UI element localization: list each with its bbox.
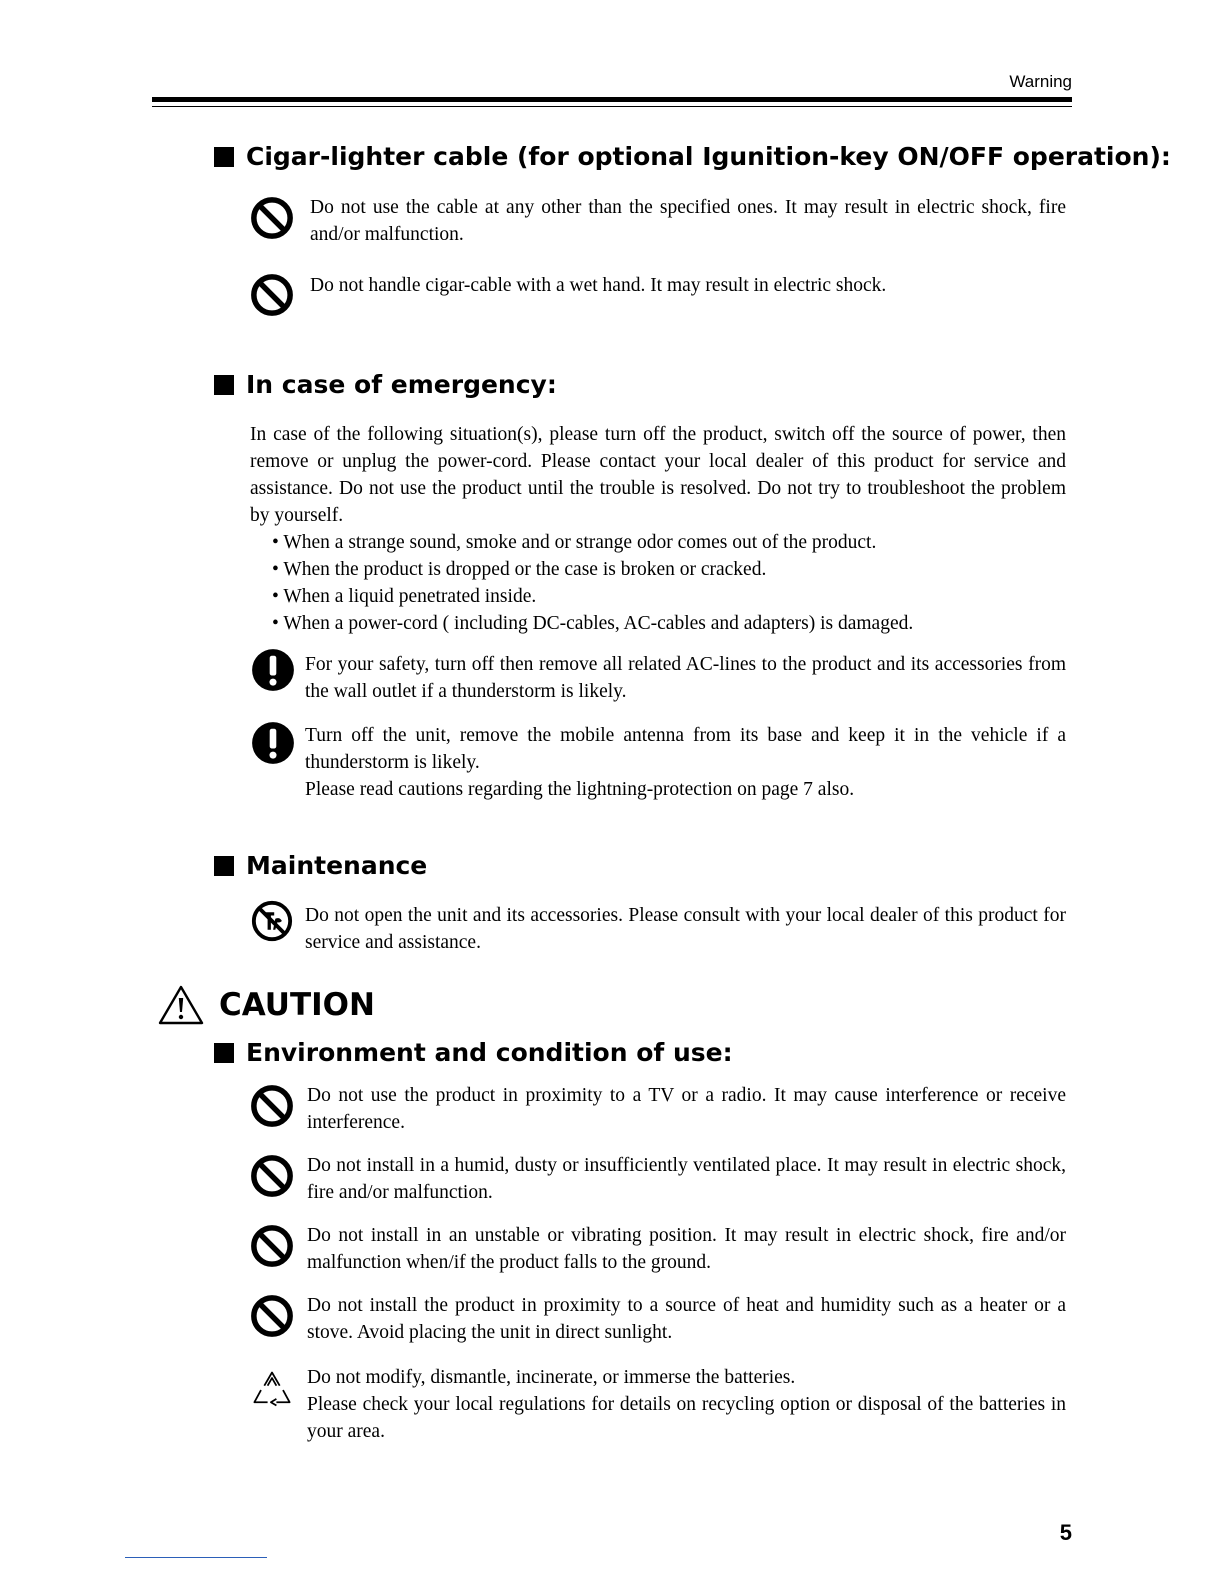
maintenance-note: Do not open the unit and its accessories. Please consult with your local dealer of this product for service and assistance. xyxy=(305,905,1066,953)
header-rule-thin xyxy=(152,106,1072,107)
prohibition-icon xyxy=(250,1224,294,1268)
prohibition-icon xyxy=(250,1154,294,1198)
battery-note-2: Please check your local regulations for details on recycling option or disposal of the batteries in your area. xyxy=(307,1394,1066,1442)
section-heading-cigar: Cigar-lighter cable (for optional Igunition-key ON/OFF operation): xyxy=(214,142,1171,171)
section-heading-maintenance: Maintenance xyxy=(214,851,427,880)
emergency-bullet-list xyxy=(250,529,1066,637)
header-rule xyxy=(152,97,1072,102)
warning-triangle-icon xyxy=(157,984,205,1026)
list-item: • When a liquid penetrated inside. xyxy=(272,586,537,607)
environment-warning-1: Do not use the product in proximity to a TV or a radio. It may cause interference or receive interference. xyxy=(307,1085,1066,1133)
prohibition-icon xyxy=(250,1294,294,1338)
environment-warning-4: Do not install the product in proximity to a source of heat and humidity such as a heater or a stove. Avoid placing the unit in direct sunlight. xyxy=(307,1295,1066,1343)
environment-warning-2: Do not install in a humid, dusty or insufficiently ventilated place. It may result in electric shock, fire and/or malfunction. xyxy=(307,1155,1066,1203)
mandatory-action-icon xyxy=(251,648,295,692)
mandatory-note-2: Turn off the unit, remove the mobile antenna from its base and keep it in the vehicle if a thunderstorm is likely. xyxy=(305,725,1066,773)
prohibition-icon xyxy=(250,1084,294,1128)
mandatory-action-icon xyxy=(251,721,295,765)
cigar-warning-2: Do not handle cigar-cable with a wet hand. It may result in electric shock. xyxy=(310,275,887,296)
list-item: • When the product is dropped or the case is broken or cracked. xyxy=(272,559,767,580)
prohibition-icon xyxy=(250,196,294,240)
no-disassembly-icon xyxy=(250,899,294,943)
environment-warning-3: Do not install in an unstable or vibrating position. It may result in electric shock, fire and/or malfunction when/if the product falls to the ground. xyxy=(307,1225,1066,1273)
cigar-warning-1: Do not use the cable at any other than the specified ones. It may result in electric shock, fire and/or malfunction. xyxy=(310,197,1066,245)
footer-rule xyxy=(125,1557,267,1558)
heading-square-icon xyxy=(214,375,234,395)
heading-square-icon xyxy=(214,856,234,876)
prohibition-icon xyxy=(250,273,294,317)
lightning-protection-note: Please read cautions regarding the lightning-protection on page 7 also. xyxy=(305,779,855,800)
list-item: • When a strange sound, smoke and or strange odor comes out of the product. xyxy=(272,532,877,553)
list-item: • When a power-cord ( including DC-cables, AC-cables and adapters) is damaged. xyxy=(272,613,914,634)
section-heading-emergency: In case of emergency: xyxy=(214,370,557,399)
heading-square-icon xyxy=(214,147,234,167)
page-number: 5 xyxy=(1059,1520,1072,1545)
battery-note-1: Do not modify, dismantle, incinerate, or immerse the batteries. xyxy=(307,1367,796,1388)
caution-title: CAUTION xyxy=(157,984,375,1026)
running-header: Warning xyxy=(1009,72,1072,91)
section-heading-environment: Environment and condition of use: xyxy=(214,1038,733,1067)
emergency-intro: In case of the following situation(s), please turn off the product, switch off the source of power, then remove or unplug the power-cord. Please contact your local dealer of this product for service and assistance. Do not use the product until the trouble is resolved. Do not try to troubleshoot the problem by yourself. xyxy=(250,424,1066,526)
recycle-icon xyxy=(250,1367,294,1411)
mandatory-note-1: For your safety, turn off then remove all related AC-lines to the product and its accessories from the wall outlet if a thunderstorm is likely. xyxy=(305,654,1066,702)
heading-square-icon xyxy=(214,1043,234,1063)
